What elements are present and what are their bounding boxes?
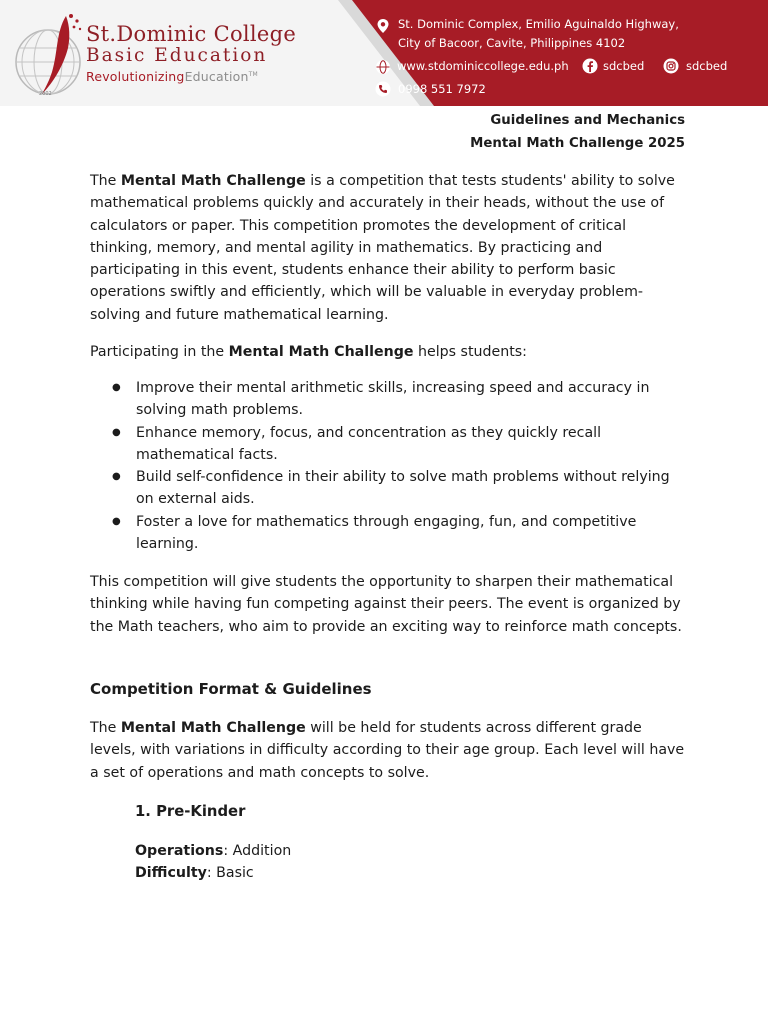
college-seal-icon — [8, 12, 88, 98]
website-link[interactable]: www.stdominiccollege.edu.ph — [397, 59, 569, 73]
address-line-2: City of Bacoor, Cavite, Philippines 4102 — [398, 36, 626, 50]
facebook-handle[interactable]: sdcbed — [603, 59, 645, 73]
tagline-trademark: TM — [248, 70, 258, 78]
seal-year: 2002 — [39, 91, 52, 97]
intro-lead: The — [90, 173, 121, 189]
benefits-list — [90, 377, 690, 555]
doc-title-line-1: Guidelines and Mechanics — [490, 113, 685, 128]
instagram-handle[interactable]: sdcbed — [686, 59, 728, 73]
logo-tagline — [86, 69, 258, 84]
format-paragraph — [90, 717, 690, 784]
format-lead: The — [90, 720, 121, 736]
operations-value: : Addition — [223, 843, 292, 859]
list-item: ● Enhance memory, focus, and concentration as they quickly recall mathematical facts. — [90, 422, 690, 467]
operations-line — [135, 843, 291, 859]
globe-icon — [375, 59, 391, 75]
instagram-icon — [663, 58, 679, 74]
format-bold: Mental Math Challenge — [120, 720, 306, 736]
difficulty-line — [135, 865, 254, 881]
phone-number[interactable]: 0998 551 7972 — [398, 82, 486, 96]
list-item: ● Improve their mental arithmetic skills, increasing speed and accuracy in solving math problems. — [90, 377, 690, 422]
facebook-icon — [582, 58, 598, 74]
intro-paragraph — [90, 170, 690, 326]
doc-title-line-2: Mental Math Challenge 2025 — [470, 136, 685, 151]
intro-rest: is a competition that tests students' ability to solve mathematical problems quickly and accurately in their heads, without the use of calculators or paper. This competition promotes the development of critical thinking, memory, and mental agility in mathematics. By practicing and participating in this event, students enhance their ability to perform basic operations swiftly and efficiently, which will be valuable in everyday problem-solving and future mathematical learning. — [90, 173, 675, 323]
operations-label: Operations — [135, 843, 224, 859]
location-pin-icon — [375, 18, 391, 34]
helps-bold: Mental Math Challenge — [228, 344, 414, 360]
helps-lead: Participating in the — [90, 344, 229, 360]
tagline-red: Revolutionizing — [86, 69, 185, 84]
phone-icon — [375, 81, 391, 97]
intro-bold: Mental Math Challenge — [120, 173, 306, 189]
helps-paragraph — [90, 341, 690, 363]
tagline-grey: Education — [184, 69, 249, 84]
difficulty-label: Difficulty — [135, 865, 207, 881]
address-line-1: St. Dominic Complex, Emilio Aguinaldo Highway, — [398, 17, 679, 31]
closing-paragraph: This competition will give students the opportunity to sharpen their mathematical thinking while having fun competing against their peers. The event is organized by the Math teachers, who aim to provide an exciting way to reinforce math concepts. — [90, 574, 682, 635]
level-heading-pre-kinder: 1. Pre-Kinder — [135, 803, 246, 820]
logo-college-name: St.Dominic College — [86, 22, 297, 46]
format-rest: will be held for students across different grade levels, with variations in difficulty according to their age group. Each level will have a set of operations and math concepts to solve. — [90, 720, 685, 781]
list-item: ● Build self-confidence in their ability to solve math problems without relying on external aids. — [90, 466, 690, 511]
section-heading: Competition Format & Guidelines — [90, 680, 372, 698]
letterhead — [0, 0, 768, 106]
logo-department: Basic Education — [86, 45, 268, 66]
list-item: ● Foster a love for mathematics through engaging, fun, and competitive learning. — [90, 511, 690, 556]
helps-rest: helps students: — [413, 344, 527, 360]
difficulty-value: : Basic — [206, 865, 254, 881]
